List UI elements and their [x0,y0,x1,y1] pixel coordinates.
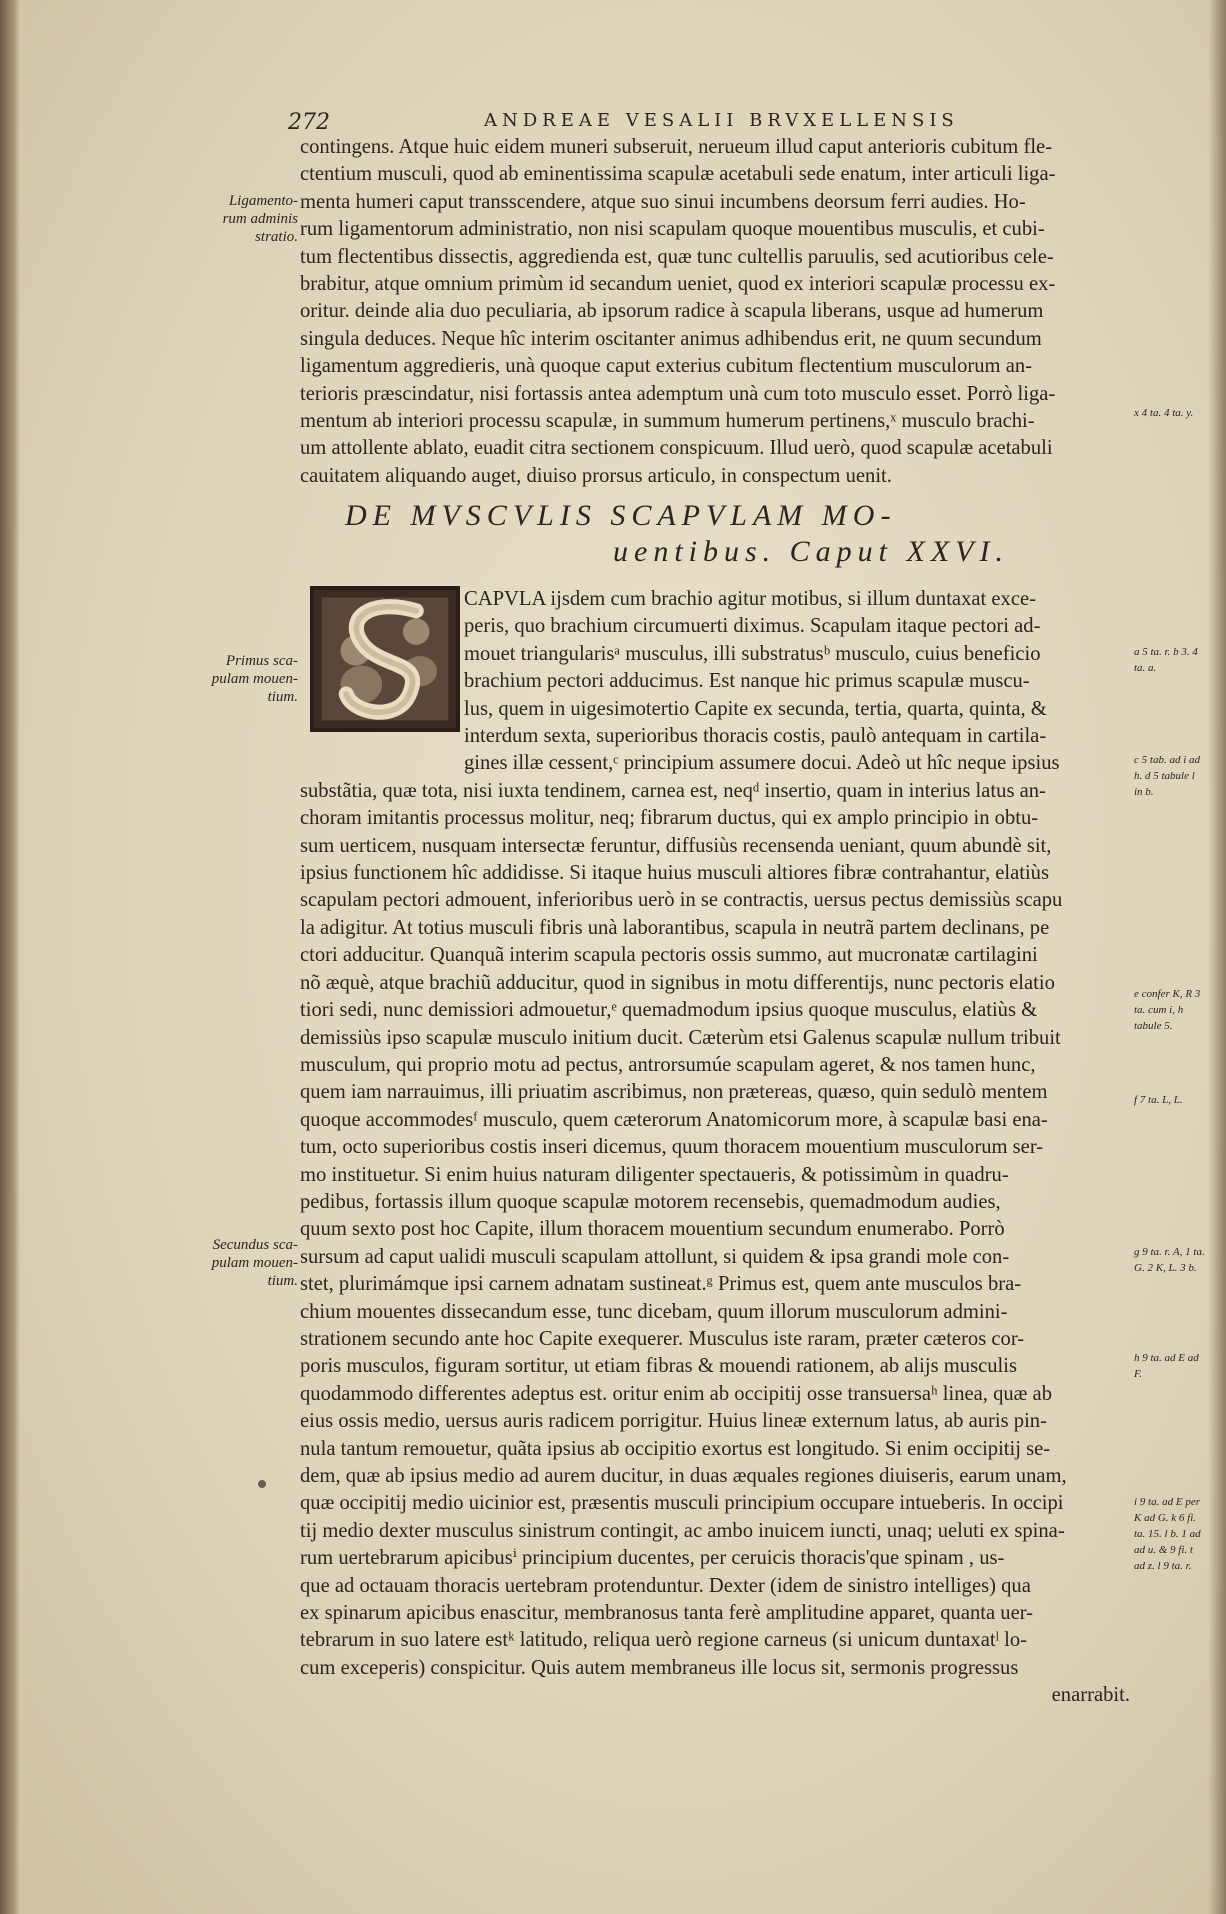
page-edge [1208,0,1226,1914]
text-line: quoque accommodesᶠ musculo, quem cæterorum Anatomicorum more, à scapulæ basi ena- [300,1108,1048,1131]
text-line: eius ossis medio, uersus auris radicem porrigitur. Huius lineæ externum latus, ab auris pin- [300,1410,1047,1433]
text-line: tebrarum in suo latere estᵏ latitudo, reliqua uerò regione carneus (si unicum duntaxatˡ lo- [300,1629,1028,1652]
ref-note-7: h 9 ta. ad E ad F. [1134,1352,1199,1380]
text-line: sum uerticem, nusquam intersectæ feruntur, diffusiùs recensenda ueniant, quum abundè sit, [300,834,1052,857]
text-line: um attollente ablato, euadit citra sectionem conspicuum. Illud uerò, quod scapulæ acetabuli [300,437,1053,460]
text-line: strationem secundo ante hoc Capite exequerer. Musculus iste raram, præter cæteros cor- [300,1327,1025,1350]
page-number: 272 [288,110,330,135]
text-line: terioris præscindatur, nisi fortassis antea ademptum unà cum toto musculo esset. Porrò liga- [300,382,1056,405]
text-line: tij medio dexter musculus sinistrum contingit, ac ambo inuicem iuncti, unaq; ueluti ex spina- [300,1519,1065,1542]
text-line: oritur. deinde alia duo peculiaria, ab ipsorum radice à scapula liberans, usque ad humerum [300,300,1044,323]
ref-note-6: g 9 ta. r. A, 1 ta. G. 2 K, L. 3 b. [1134,1246,1205,1274]
text-line: mouet triangularisᵃ musculus, illi substratusᵇ musculo, cuius beneficio [464,642,1041,665]
text-line: pedibus, fortassis illum quoque scapulæ motorem recensebis, quemadmodum audies, [300,1190,1001,1213]
text-line: que ad octauam thoracis uertebram protenduntur. Dexter (idem de sinistro intelliges) qua [300,1574,1031,1597]
text-line: interdum sexta, superioribus thoracis costis, paulò antequam in cartila- [464,725,1047,748]
text-line: rum ligamentorum administratio, non nisi scapulam quoque mouentibus musculis, et cubi- [300,218,1045,241]
text-line: ctori adducitur. Quanquã interim scapula pectoris ossis summo, aut mucronatæ cartilagini [300,944,1038,967]
text-line: rum uertebrarum apicibusⁱ principium ducentes, per ceruicis thoracis'que spinam , us- [300,1547,1005,1570]
text-line: gines illæ cessent,ᶜ principium assumere docui. Adeò ut hîc neque ipsius [464,752,1060,775]
text-line: brabitur, atque omnium primùm id secandum ueniet, quod ex interiori scapulæ processu ex- [300,273,1056,296]
text-block-2 [300,586,1130,1710]
page-gutter [0,0,20,1914]
ref-note-4: e confer K, R 3 ta. cum i, h tabule 5. [1134,988,1201,1032]
chapter-title-line1: DE MVSCVLIS SCAPVLAM MO- [345,499,897,532]
ref-note-8: i 9 ta. ad E per K ad G. k 6 fi. ta. 15. l b. 1 ad ad u. & 9 fi. t ad z. l 9 ta. r. [1134,1496,1201,1572]
text-line: lus, quem in uigesimotertio Capite ex secunda, tertia, quarta, quinta, & [464,697,1047,720]
text-line: mentum ab interiori processu scapulæ, in summum humerum pertinens,ˣ musculo brachi- [300,410,1035,433]
ref-note-3: c 5 tab. ad i ad h. d 5 tabule l in b. [1134,754,1200,798]
text-line: poris musculos, figuram sortitur, ut etiam fibras & mouendi rationem, ab alijs musculis [300,1355,1017,1378]
text-line: ex spinarum apicibus enascitur, membranosus tanta ferè amplitudine apparet, quanta uer- [300,1602,1034,1625]
text-line: stet, plurimámque ipsi carnem adnatam sustineat.ᵍ Primus est, quem ante musculos bra- [300,1273,1022,1296]
chapter-title [345,498,1095,570]
text-line: tum, octo superioribus costis inseri dicemus, quum thoracem mouentium musculorum ser- [300,1136,1044,1159]
text-line: tiori sedi, nunc demissiori admouetur,ᵉ quemadmodum ipsius quoque musculus, elatiùs & [300,999,1038,1022]
text-line: cauitatem aliquando auget, diuiso prorsus articulo, in conspectum uenit. [300,464,892,487]
text-line: nõ æquè, atque brachiũ adducitur, quod in signibus in motu differentijs, nunc pectoris elatio [300,971,1055,994]
text-line: menta humeri caput transscendere, atque suo sinui incumbens deorsum ferri audies. Ho- [300,190,1026,213]
text-line: la adigitur. At totius musculi fibris unà laborantibus, scapula in neutrã partem declinans, pe [300,916,1050,939]
side-note-ligaments: Ligamento- rum adminis stratio. [222,193,298,245]
text-line: peris, quo brachium circumuerti diximus. Scapulam itaque pectori ad- [464,615,1041,638]
text-block-1 [300,134,1130,490]
text-line: cum exceperis) conspicitur. Quis autem membraneus ille locus sit, sermonis progressus [300,1656,1019,1679]
text-line: tum flectentibus dissectis, aggredienda est, quæ tunc cultellis paruulis, sed acutioribus cele- [300,245,1054,268]
text-line: quem iam narrauimus, illi priuatim ascribimus, non prætereas, quæso, quin sedulò mentem [300,1081,1048,1104]
text-line: choram imitantis processus molitur, neq; fibrarum ductus, qui ex amplo principio in obtu- [300,807,1039,830]
text-line: singula deduces. Neque hîc interim oscitanter animus adhibendus erit, ne quum secundum [300,327,1042,350]
text-line: dem, quæ ab ipsius medio ad aurem ducitur, in duas æquales regiones diuiseris, earum unam, [300,1465,1067,1487]
text-line: quodammodo differentes adeptus est. oritur enim ab occipitij osse transuersaʰ linea, quæ ab [300,1382,1052,1405]
text-line: musculum, qui proprio motu ad pectus, antrorsumúe scapulam ageret, & nos tamen hunc, [300,1053,1036,1076]
ink-spot [258,1480,266,1488]
side-note-secundus: Secundus sca- pulam mouen- tium. [211,1237,298,1289]
ref-note-1: x 4 ta. 4 ta. y. [1134,407,1194,419]
text-line: enarrabit. [1051,1684,1130,1707]
running-title: ANDREAE VESALII BRVXELLENSIS [484,110,959,131]
text-line: brachium pectori adducimus. Est nanque hic primus scapulæ muscu- [464,670,1030,693]
text-line: contingens. Atque huic eidem muneri subseruit, nerueum illud caput anterioris cubitum fle- [300,136,1053,158]
text-line: ligamentum aggredieris, unà quoque caput exterius cubitum flectentium musculorum an- [300,355,1033,378]
text-line: ctentium musculi, quod ab eminentissima scapulæ acetabuli sede enatum, inter articuli liga- [300,163,1056,186]
ref-note-5: f 7 ta. L, L. [1134,1094,1183,1106]
ref-note-2: a 5 ta. r. b 3. 4 ta. a. [1134,646,1198,674]
text-line: chium mouentes dissecandum esse, tunc dicebam, quum illorum musculorum admini- [300,1300,1008,1323]
side-note-primus: Primus sca- pulam mouen- tium. [211,653,298,705]
text-line: quæ occipitij medio uicinior est, præsentis musculi principium occupare intueberis. In occipi [300,1492,1064,1515]
text-line: sursum ad caput ualidi musculi scapulam attollunt, si quidem & ipsa grandi mole con- [300,1245,1010,1268]
text-line: mo instituetur. Si enim huius naturam diligenter spectaueris, & potissimùm in quadru- [300,1163,1009,1186]
text-line: demissiùs ipso scapulæ musculo initium ducit. Cæterùm etsi Galenus scapulæ nullum tribuit [300,1026,1061,1049]
text-line: scapulam pectori admouent, inferioribus uerò in se contractis, uersus pectus demissiùs scapu [300,889,1063,912]
text-line: nula tantum remouetur, quãta ipsius ab occipitio exortus est longitudo. Si enim occipitij se- [300,1437,1051,1460]
text-line: ipsius functionem hîc addidisse. Si itaque huius musculi altiores fibræ contrahantur, elatiùs [300,862,1049,885]
text-line: CAPVLA ijsdem cum brachio agitur motibus, si illum duntaxat exce- [464,588,1036,610]
chapter-title-line2: uentibus. Caput XXVI. [613,535,1009,568]
text-line: quum sexto post hoc Capite, illum thoracem mouentium secundum enumerabo. Porrò [300,1218,1005,1241]
text-line: substãtia, quæ tota, nisi iuxta tendinem, carnea est, neqᵈ insertio, quam in interius latus an- [300,779,1046,802]
